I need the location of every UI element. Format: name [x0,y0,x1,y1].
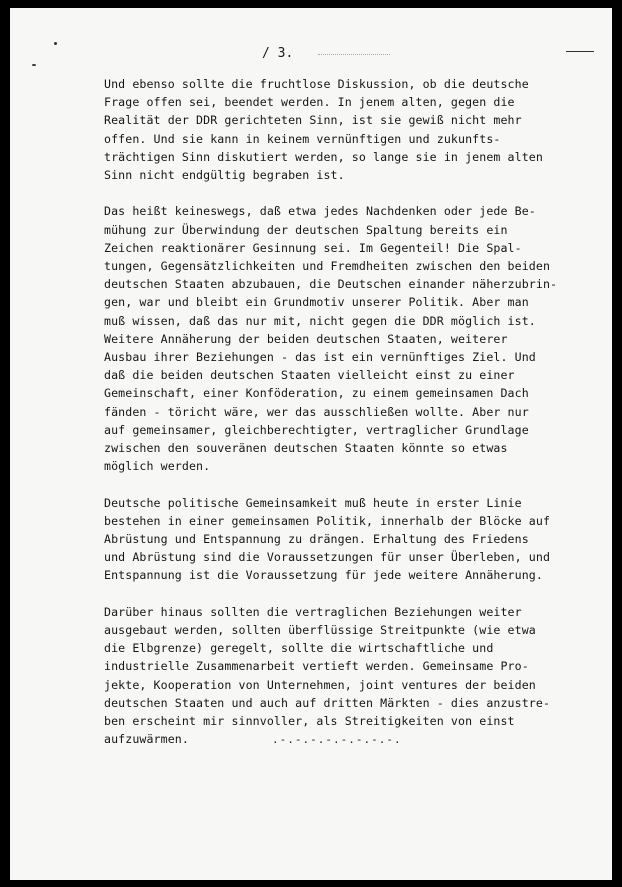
paragraph [104,75,544,184]
text-line: trächtigen Sinn diskutiert werden, so lange sie in jenem alten [104,149,543,164]
text-line: Sinn nicht endgültig begraben ist. [104,168,345,183]
text-line: Entspannung ist die Voraussetzung für jede weitere Annäherung. [104,568,543,583]
text-line: deutschen Staaten abzubauen, die Deutschen einander näherzubrin- [104,277,558,292]
text-line: auf gemeinsamer, gleichberechtigter, vertraglicher Grundlage [104,422,529,437]
text-line: tungen, Gegensätzlichkeiten und Fremdheiten zwischen den beiden [104,259,551,274]
paragraph [104,603,551,749]
text-line: Weitere Annäherung der beiden deutschen Staaten, weiterer [104,331,508,346]
scan-speck [54,42,57,45]
text-line: industrielle Zusammenarbeit vertieft werden. Gemeinsame Pro- [104,659,529,674]
text-line: bestehen in einer gemeinsamen Politik, innerhalb der Blöcke auf [104,513,551,528]
paragraph [104,202,558,475]
text-line: Realität der DDR gerichteten Sinn, ist sie gewiß nicht mehr [104,113,522,128]
text-line: Frage offen sei, beendet werden. In jenem alten, gegen die [104,95,515,110]
text-line: Das heißt keineswegs, daß etwa jedes Nachdenken oder jede Be- [104,204,536,219]
text-line: daß die beiden deutschen Staaten vielleicht einst zu einer [104,368,515,383]
text-line: ben erscheint mir sinnvoller, als Streitigkeiten von einst [104,714,515,729]
corner-rule [566,51,594,52]
text-line: die Elbgrenze) geregelt, sollte die wirtschaftliche und [104,641,494,656]
text-line: ausgebaut werden, sollten überflüssige Streitpunkte (wie etwa [104,623,536,638]
text-line: möglich werden. [104,459,211,474]
paragraph [104,494,551,585]
text-line: Ausbau ihrer Beziehungen - das ist ein vernünftiges Ziel. Und [104,350,536,365]
text-line: zwischen den souveränen deutschen Staaten könnte so etwas [104,441,508,456]
page-number: / 3. [262,46,294,61]
text-line: und Abrüstung sind die Voraussetzungen für unser Überleben, und [104,550,551,565]
end-separator: .-.-.-.-.-.-.-.-. [272,733,402,746]
text-line: Gemeinschaft, einer Konföderation, zu einem gemeinsamen Dach [104,386,529,401]
text-line: gen, war und bleibt ein Grundmotiv unserer Politik. Aber man [104,295,529,310]
text-line: fänden - töricht wäre, wer das ausschließen wollte. Aber nur [104,404,529,419]
text-line: aufzuwärmen. [104,732,189,747]
text-line: Darüber hinaus sollten die vertraglichen Beziehungen weiter [104,604,522,619]
text-line: jekte, Kooperation von Unternehmen, joint ventures der beiden [104,677,536,692]
text-line: mühung zur Überwindung der deutschen Spaltung bereits ein [104,222,508,237]
text-line: Und ebenso sollte die fruchtlose Diskussion, ob die deutsche [104,77,529,91]
text-line: Zeichen reaktionärer Gesinnung sei. Im Gegenteil! Die Spal- [104,240,522,255]
body-text [104,75,558,767]
text-line: muß wissen, daß das nur mit, nicht gegen die DDR möglich ist. [104,313,536,328]
faint-dotted-mark [318,54,390,55]
text-line: offen. Und sie kann in keinem vernünftigen und zukunfts- [104,131,501,146]
text-line: deutschen Staaten und auch auf dritten Märkten - dies anzustre- [104,695,551,710]
scan-speck [32,64,36,66]
text-line: Deutsche politische Gemeinsamkeit muß heute in erster Linie [104,495,522,510]
text-line: Abrüstung und Entspannung zu drängen. Erhaltung des Friedens [104,532,529,547]
